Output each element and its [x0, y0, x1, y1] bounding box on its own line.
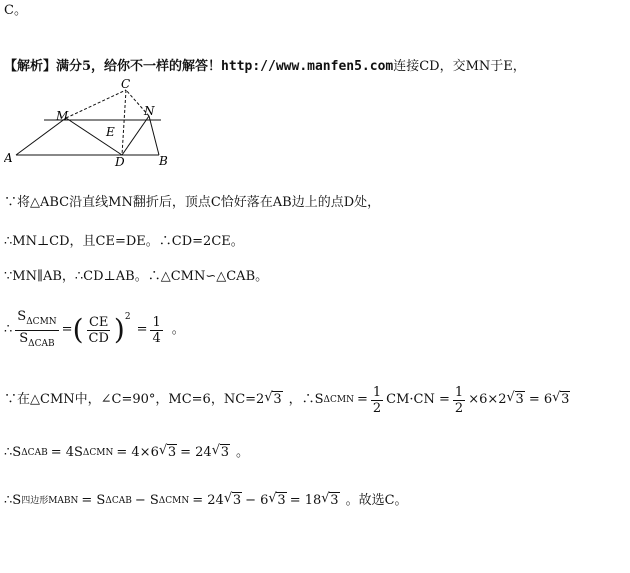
label-c: C: [121, 78, 131, 91]
dashed-cd: [122, 90, 126, 155]
segment-nb: [149, 116, 159, 155]
top-fragment: C。: [4, 3, 27, 18]
label-m: M: [56, 109, 69, 123]
label-a: A: [4, 151, 13, 165]
step-3: ∵MN∥AB，∴CD⊥AB。∴△CMN∽△CAB。: [4, 269, 269, 284]
header-continuation: 连接CD，交MN于E，: [393, 59, 526, 74]
sqrt-3: √ 3: [264, 391, 282, 409]
step-7-conclusion: ∴S 四边形MABN = S ΔCAB − S ΔCMN = 24 √ 3 − 6 √ 3 = 18 √ 3 。故选C。: [4, 492, 408, 510]
step-2: ∴MN⊥CD，且CE=DE。∴CD=2CE。: [4, 234, 244, 249]
step-1: ∵将△ABC沿直线MN翻折后，顶点C恰好落在AB边上的点D处，: [4, 195, 381, 210]
segment-nd: [122, 116, 149, 155]
geometry-diagram: [4, 78, 179, 168]
segment-am: [16, 118, 66, 155]
analysis-label: 【解析】满分5，给你不一样的解答！: [4, 59, 222, 74]
quarter-fraction: $\frac{1}{4}$: [152, 314, 161, 346]
step-5-area: ∵在△CMN中，∠C=90°，MC=6，NC=2 √ 3 ，∴S ΔCMN = $\frac{1}{2}$ CM·CN = $\frac{1}{2}$ ×6×2 √ 3 = 6 √ 3: [4, 382, 570, 418]
dashed-mc: [66, 90, 126, 118]
label-e: E: [106, 125, 115, 139]
side-ratio-fraction: $\frac{CE}{CD}$: [88, 314, 109, 346]
step-4-ratio: ∴ $\frac{S_{\Delta CMN}}{S_{\Delta CAB}}$ = ( $\frac{CE}{CD}$ ) 2 = $\frac{1}{4}$ 。: [4, 308, 185, 352]
source-url[interactable]: http://www.manfen5.com: [221, 59, 394, 74]
therefore-symbol: ∴: [4, 322, 13, 337]
analysis-header: [4, 58, 526, 76]
area-ratio-fraction: $\frac{S_{\Delta CMN}}{S_{\Delta CAB}}$: [17, 308, 57, 349]
label-b: B: [159, 154, 168, 168]
step-6-area: ∴S ΔCAB = 4S ΔCMN = 4×6 √ 3 = 24 √ 3 。: [4, 444, 249, 462]
label-n: N: [144, 104, 155, 118]
label-d: D: [115, 155, 125, 168]
